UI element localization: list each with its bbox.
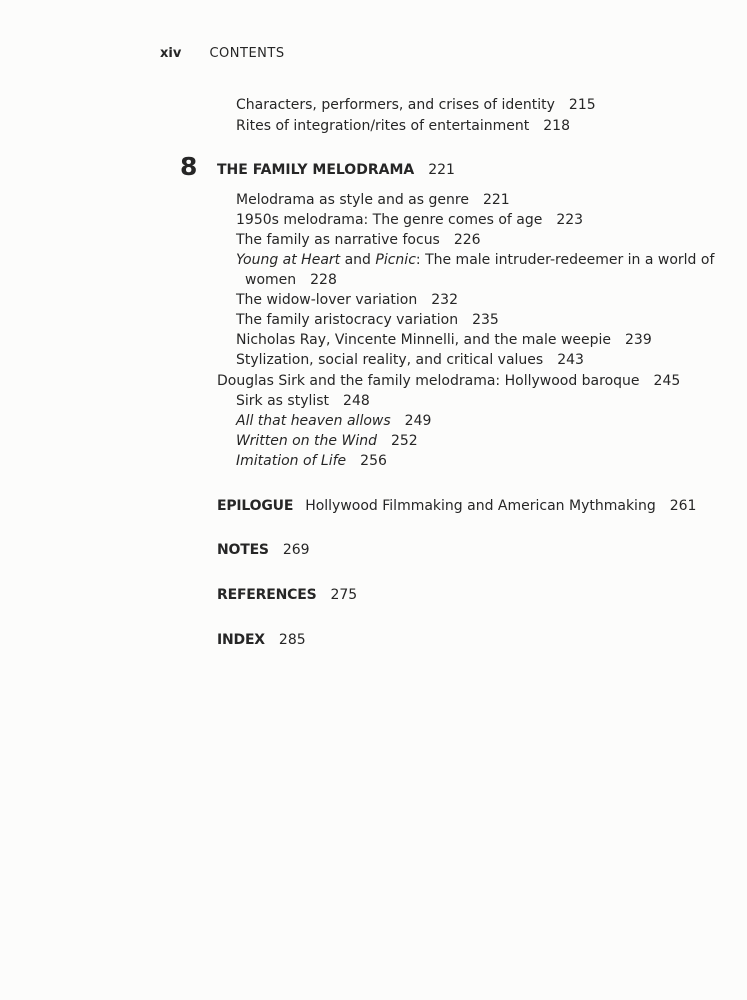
- toc-entry: All that heaven allows 249: [236, 413, 432, 429]
- toc-entry: Young at Heart and Picnic: The male intruder-redeemer in a world of: [236, 252, 715, 268]
- toc-entry: The family as narrative focus 226: [236, 232, 481, 248]
- toc-entry: The family aristocracy variation 235: [236, 312, 499, 328]
- toc-entry: Melodrama as style and as genre 221: [236, 192, 510, 208]
- running-head: [160, 46, 285, 61]
- toc-epilogue: EPILOGUE Hollywood Filmmaking and American Mythmaking 261: [217, 498, 697, 514]
- toc-entry-continuation: women 228: [245, 272, 337, 288]
- toc-entry: Characters, performers, and crises of identity 215: [236, 97, 596, 113]
- toc-entry: Rites of integration/rites of entertainment 218: [236, 118, 570, 134]
- page-number: xiv: [160, 46, 182, 61]
- toc-page-number: 218: [543, 118, 570, 134]
- toc-entry: Imitation of Life 256: [236, 453, 387, 469]
- running-title: CONTENTS: [209, 46, 285, 61]
- toc-entry: Sirk as stylist 248: [236, 393, 370, 409]
- toc-notes: NOTES 269: [217, 542, 310, 558]
- toc-index: INDEX 285: [217, 632, 306, 648]
- toc-section-heading: Douglas Sirk and the family melodrama: Hollywood baroque 245: [217, 373, 681, 389]
- toc-entry: Nicholas Ray, Vincente Minnelli, and the male weepie 239: [236, 332, 652, 348]
- toc-page-number: 215: [568, 97, 596, 113]
- toc-entry: 1950s melodrama: The genre comes of age 223: [236, 212, 584, 228]
- toc-entry: The widow-lover variation 232: [236, 292, 458, 308]
- toc-references: REFERENCES 275: [217, 587, 358, 603]
- toc-page-number: 221: [428, 162, 455, 178]
- toc-entry: Stylization, social reality, and critical values 243: [236, 352, 584, 368]
- chapter-title: THE FAMILY MELODRAMA 221: [217, 162, 455, 178]
- chapter-number: 8: [180, 152, 198, 181]
- toc-entry: Written on the Wind 252: [236, 433, 418, 449]
